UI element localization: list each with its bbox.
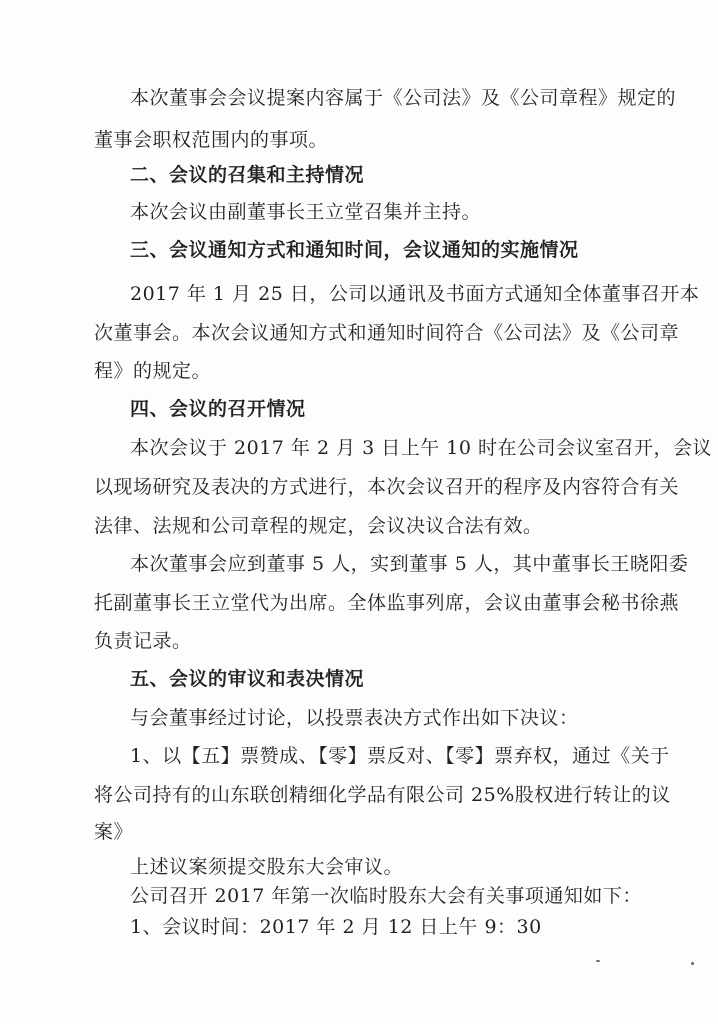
section-heading: 五、会议的审议和表决情况 (130, 668, 365, 690)
paragraph-line: 负责记录。 (94, 630, 192, 652)
paragraph-line: 2017 年 1 月 25 日，公司以通讯及书面方式通知全体董事召开本 (130, 283, 700, 305)
paragraph-line: 将公司持有的山东联创精细化学品有限公司 25%股权进行转让的议 (94, 784, 671, 806)
paragraph-line: 次董事会。本次会议通知方式和通知时间符合《公司法》及《公司章 (94, 322, 680, 344)
scan-speck (691, 962, 694, 965)
paragraph-line: 本次董事会会议提案内容属于《公司法》及《公司章程》规定的 (130, 87, 677, 109)
paragraph-line: 案》 (94, 821, 134, 843)
paragraph-line: 法律、法规和公司章程的规定，会议决议合法有效。 (94, 515, 543, 537)
paragraph-line: 公司召开 2017 年第一次临时股东大会有关事项通知如下： (130, 885, 642, 907)
section-heading: 三、会议通知方式和通知时间，会议通知的实施情况 (130, 239, 579, 261)
paragraph-line: 程》的规定。 (94, 360, 212, 382)
paragraph-line: 1、以【五】票赞成、【零】票反对、【零】票弃权，通过《关于 (130, 745, 670, 767)
section-heading: 二、会议的召集和主持情况 (130, 164, 365, 186)
scan-speck (596, 960, 600, 962)
paragraph-line: 本次会议由副董事长王立堂召集并主持。 (130, 201, 482, 223)
paragraph-line: 董事会职权范围内的事项。 (94, 129, 329, 151)
paragraph-line: 1、会议时间：2017 年 2 月 12 日上午 9：30 (130, 916, 542, 938)
paragraph-line: 以现场研究及表决的方式进行，本次会议召开的程序及内容符合有关 (94, 476, 680, 498)
paragraph-line: 本次会议于 2017 年 2 月 3 日上午 10 时在公司会议室召开，会议 (130, 437, 713, 459)
section-heading: 四、会议的召开情况 (130, 398, 306, 420)
paragraph-line: 上述议案须提交股东大会审议。 (130, 856, 404, 878)
paragraph-line: 托副董事长王立堂代为出席。全体监事列席，会议由董事会秘书徐燕 (94, 592, 680, 614)
paragraph-line: 与会董事经过讨论，以投票表决方式作出如下决议： (130, 707, 579, 729)
paragraph-line: 本次董事会应到董事 5 人，实到董事 5 人，其中董事长王晓阳委 (130, 553, 689, 575)
